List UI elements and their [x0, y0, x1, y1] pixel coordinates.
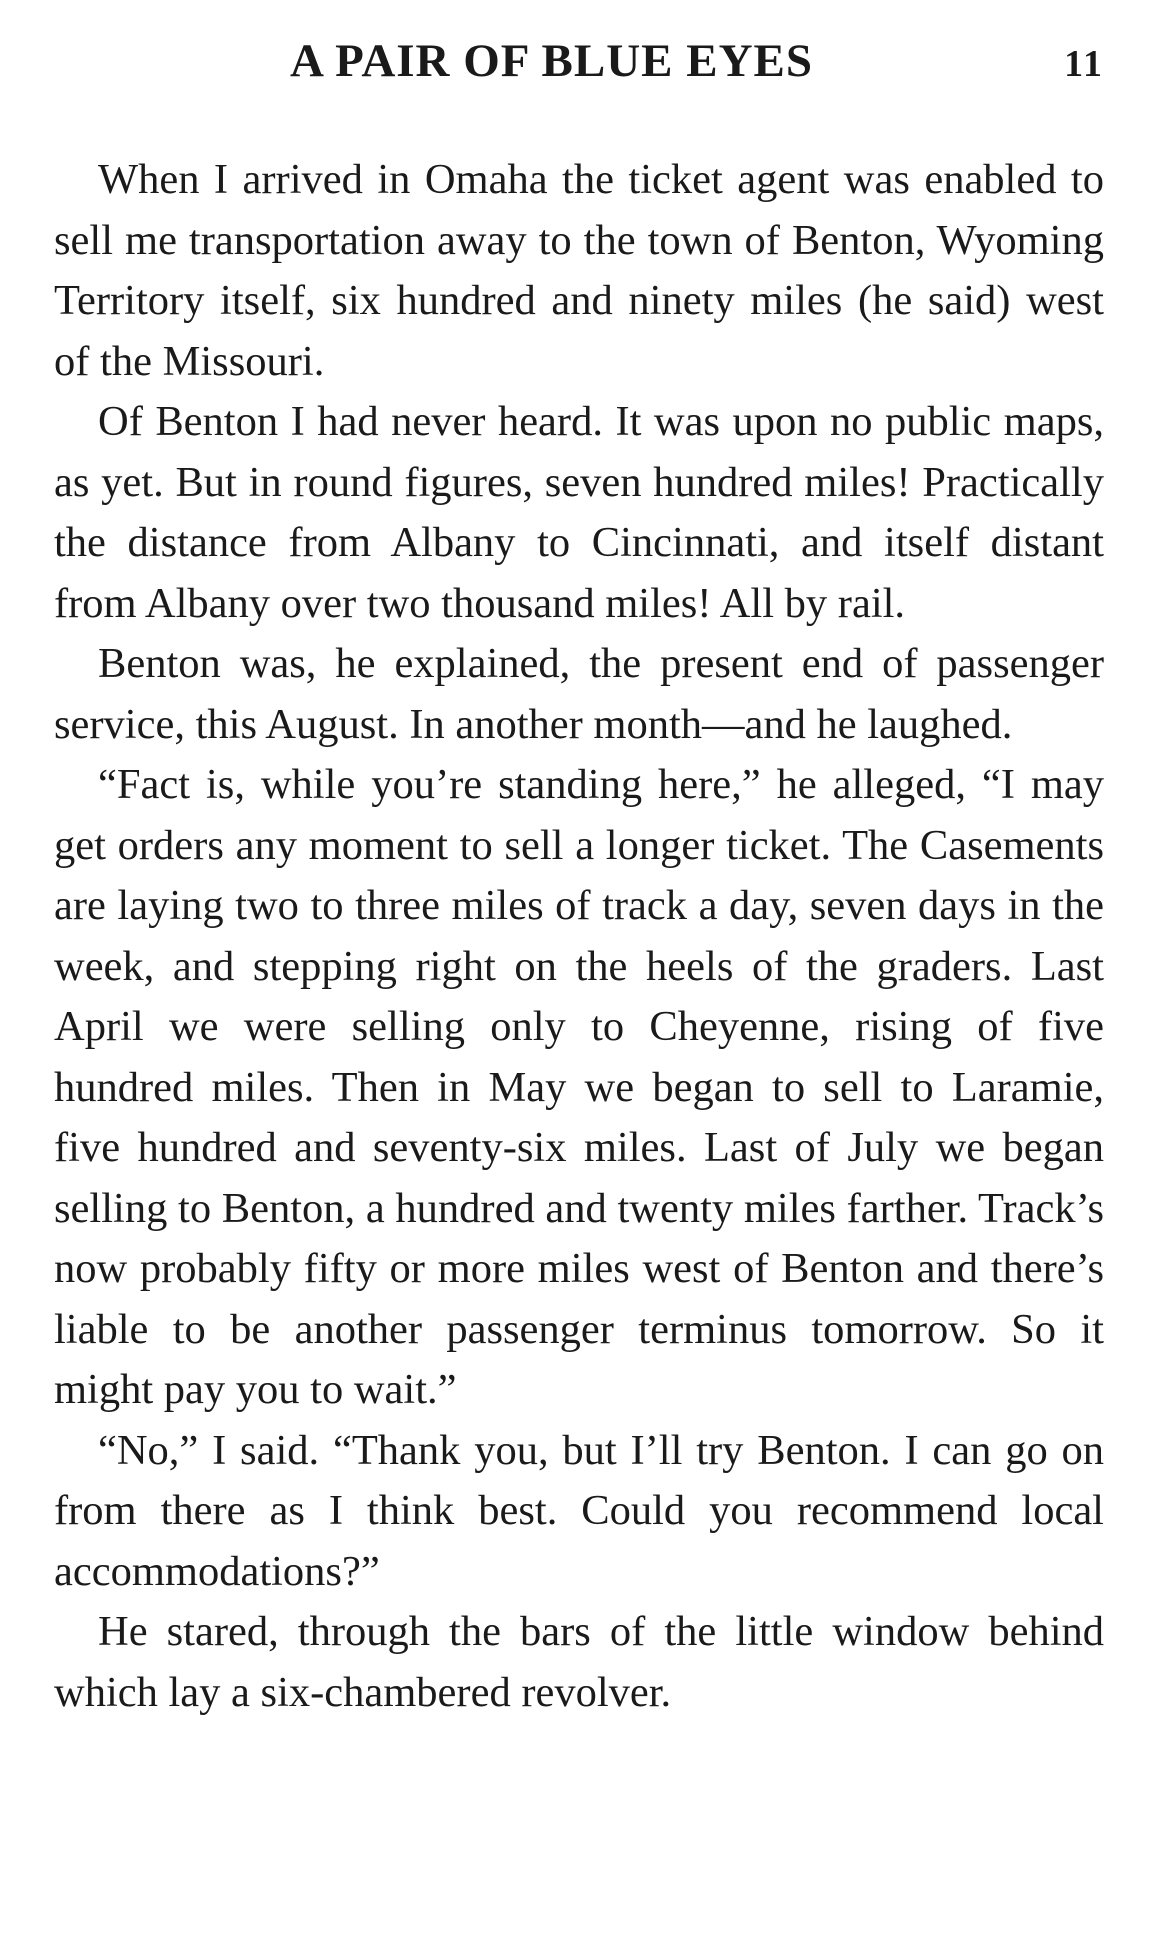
paragraph: “Fact is, while you’re standing here,” he alleged, “I may get orders any moment to sell a longer ticket. The Casements are laying two to three miles of track a day, seven days in the week, and stepping right on the heels of the graders. Last April we were selling only to Cheyenne, rising of five hundred miles. Then in May we began to sell to Laramie, five hundred and seventy-six miles. Last of July we began selling to Benton, a hundred and twenty miles farther. Track’s now probably fifty or more miles west of Benton and there’s liable to be another passenger terminus tomorrow. So it might pay you to wait.”	[54, 761, 1104, 1413]
page-number: 11	[1064, 43, 1104, 85]
paragraph: He stared, through the bars of the little window behind which lay a six-chambered revolver.	[54, 1608, 1104, 1716]
book-page	[54, 30, 1104, 1723]
running-head	[54, 30, 1104, 100]
running-title: A PAIR OF BLUE EYES	[290, 35, 814, 87]
body-text	[54, 150, 1104, 1723]
paragraph: Benton was, he explained, the present end of passenger service, this August. In another month—and he laughed.	[54, 640, 1104, 748]
paragraph: When I arrived in Omaha the ticket agent was enabled to sell me transportation away to the town of Benton, Wyoming Territory itself, six hundred and ninety miles (he said) west of the Missouri.	[54, 156, 1104, 385]
paragraph: Of Benton I had never heard. It was upon no public maps, as yet. But in round figures, seven hundred miles! Practically the distance from Albany to Cincinnati, and itself distant from Albany over two thousand miles! All by rail.	[54, 398, 1104, 627]
paragraph: “No,” I said. “Thank you, but I’ll try Benton. I can go on from there as I think best. Could you recommend local accommodations?”	[54, 1426, 1104, 1595]
